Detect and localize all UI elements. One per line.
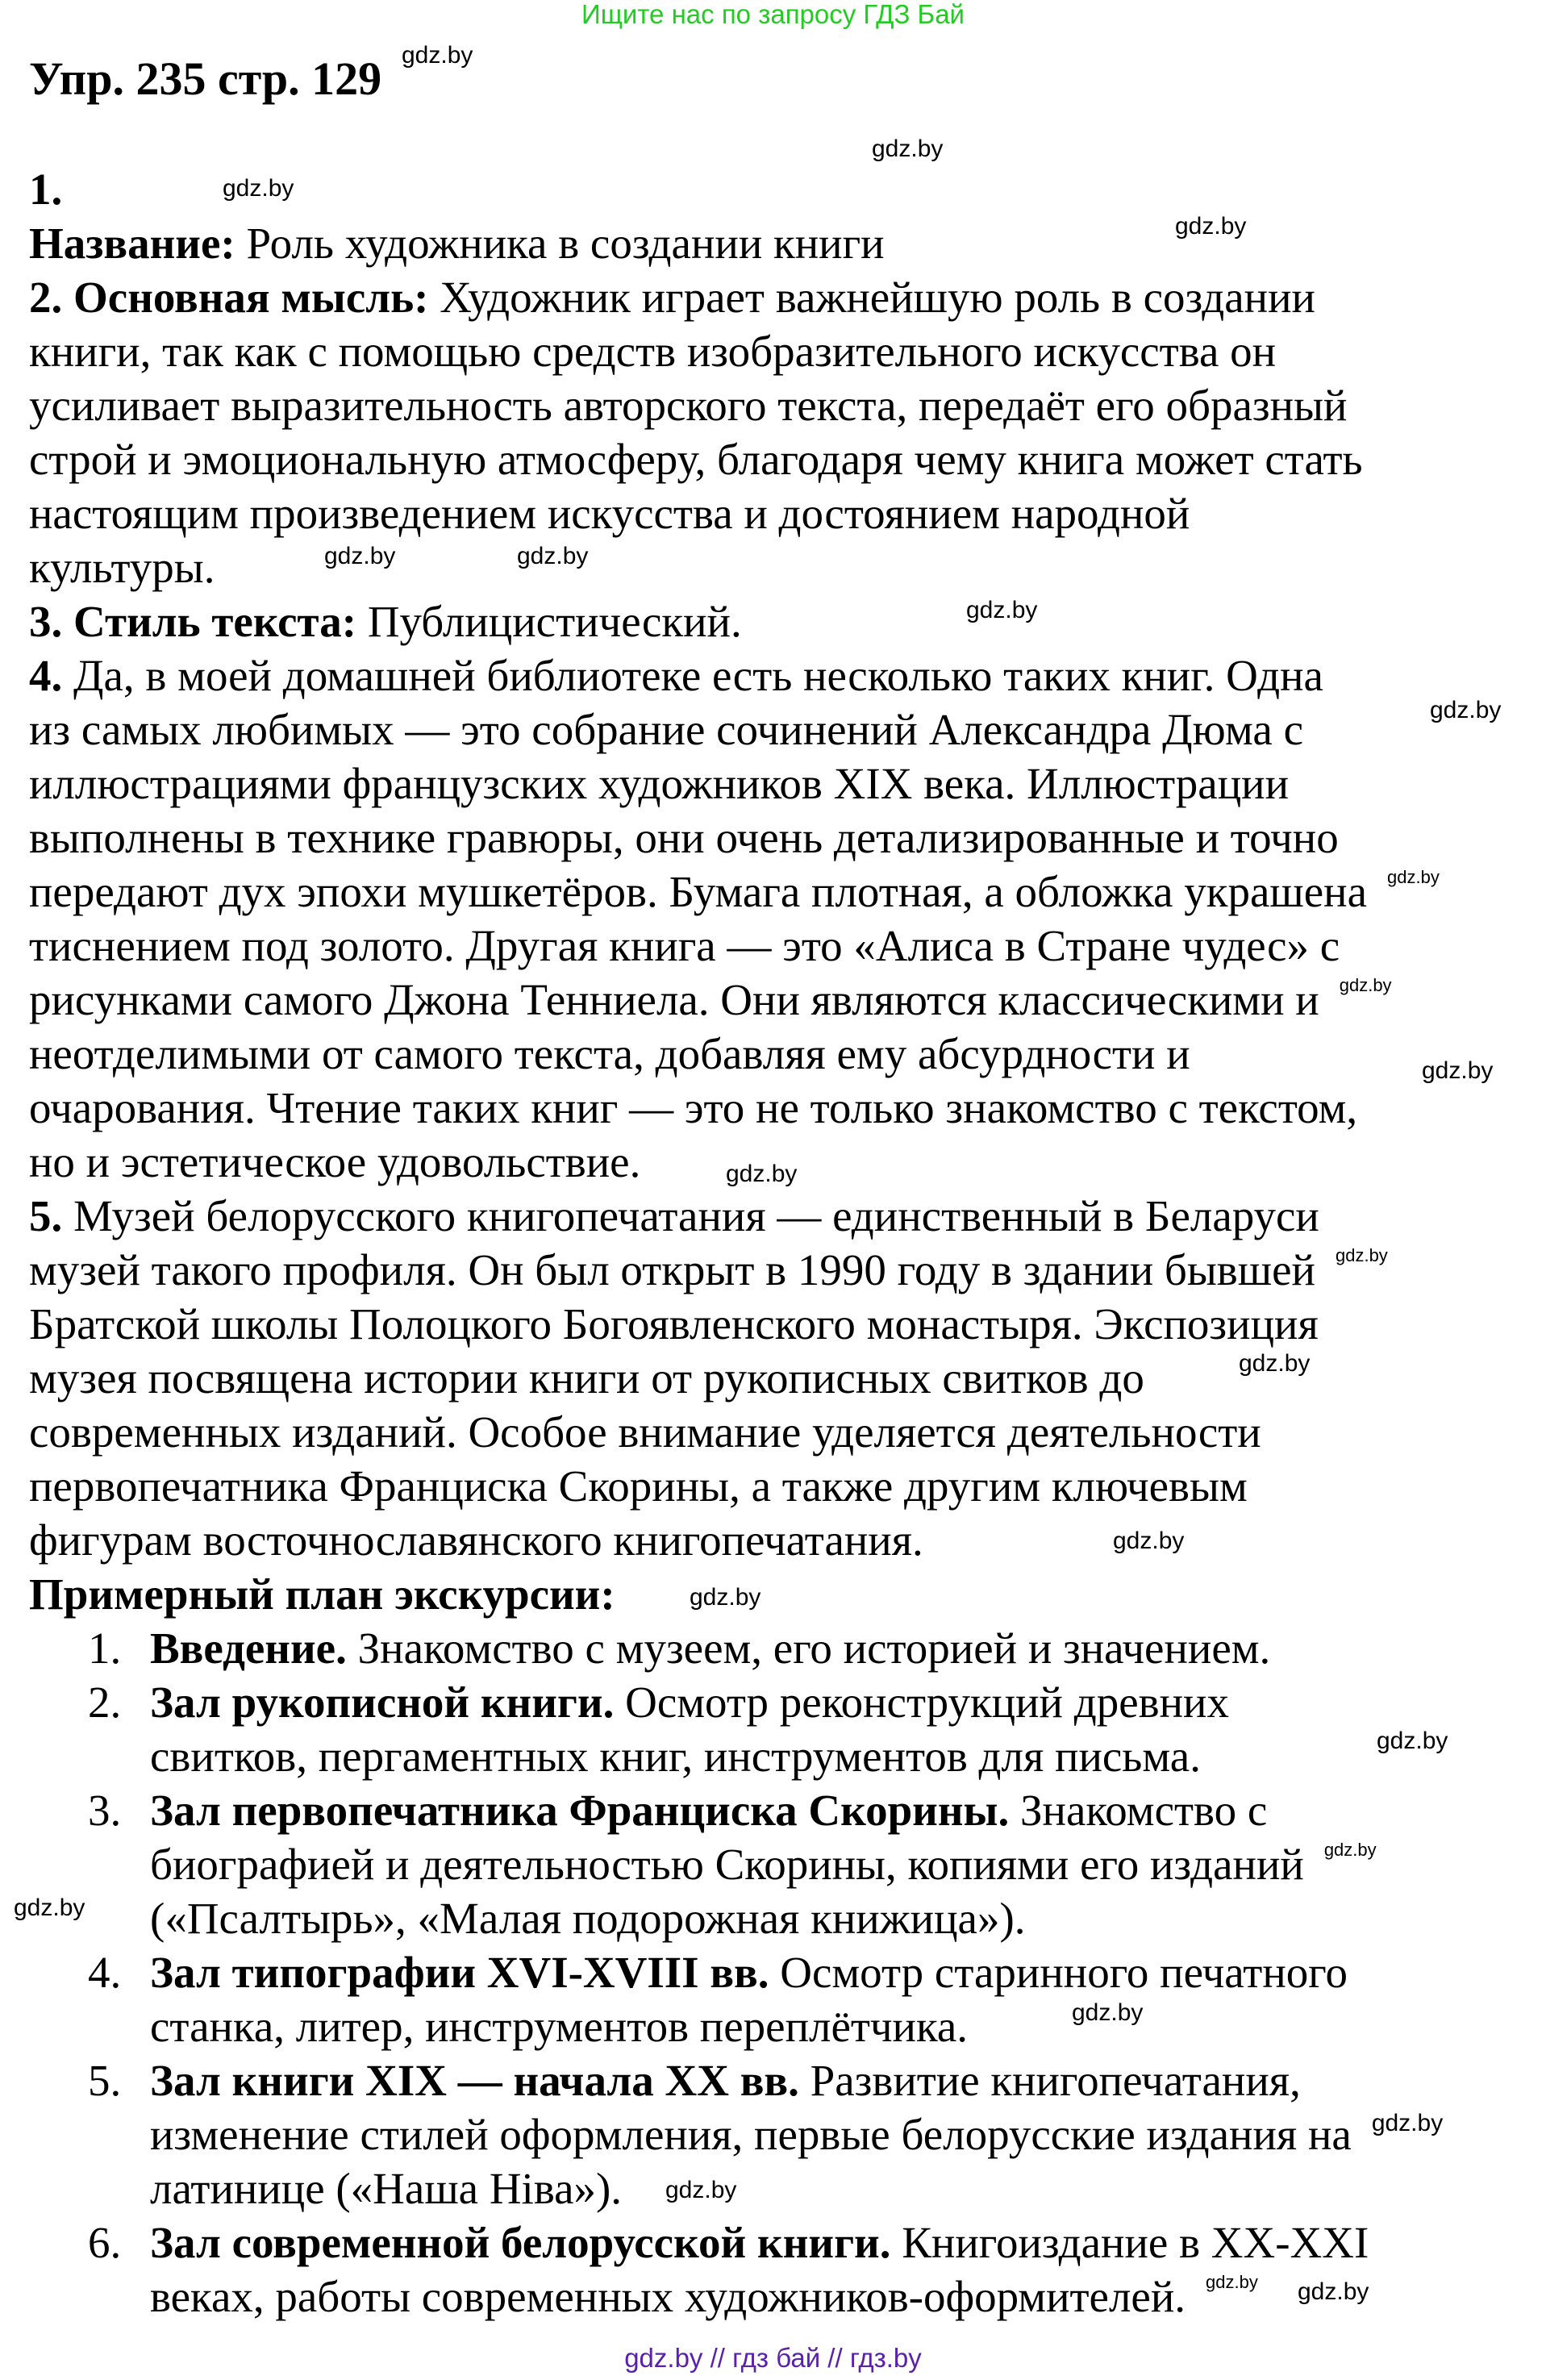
text: современных изданий. Особое внимание уделяется деятельности bbox=[29, 1407, 1261, 1457]
text-line bbox=[29, 1837, 1369, 1891]
plan-item bbox=[29, 1783, 1369, 1945]
text: культуры. bbox=[29, 543, 215, 592]
footer-links[interactable]: gdz.by // гдз бай // гдз.by bbox=[624, 2343, 922, 2373]
plan-item bbox=[29, 1621, 1369, 1675]
bold-text: Примерный план экскурсии: bbox=[29, 1569, 615, 1619]
text-line bbox=[29, 486, 1369, 540]
text-line bbox=[29, 1729, 1369, 1783]
text: («Псалтырь», «Малая подорожная книжица»). bbox=[150, 1894, 1026, 1943]
text-line bbox=[29, 1189, 1369, 1243]
bold-text: Название: bbox=[29, 219, 235, 268]
text: тиснением под золото. Другая книга — это «Алиса в Стране чудес» с bbox=[29, 921, 1340, 970]
text-line bbox=[29, 1351, 1369, 1405]
text: музея посвящена истории книги от рукописных свитков до bbox=[29, 1353, 1144, 1403]
text: Книгоиздание в XX-XXI bbox=[890, 2218, 1369, 2267]
watermark-text: gdz.by bbox=[324, 543, 396, 569]
watermark-text: gdz.by bbox=[1339, 975, 1392, 995]
text: Роль художника в создании книги bbox=[235, 219, 885, 268]
watermark-text: gdz.by bbox=[872, 135, 944, 162]
text-line bbox=[29, 1675, 1369, 1729]
watermark-text: gdz.by bbox=[665, 2177, 737, 2203]
watermark-text: gdz.by bbox=[966, 597, 1038, 623]
text: но и эстетическое удовольствие. bbox=[29, 1137, 641, 1186]
watermark-text: gdz.by bbox=[14, 1894, 85, 1921]
watermark-text: gdz.by bbox=[1323, 1840, 1377, 1860]
text: Публицистический. bbox=[356, 597, 742, 646]
text: строй и эмоциональную атмосферу, благодаря чему книга может стать bbox=[29, 435, 1363, 484]
text-line bbox=[29, 919, 1369, 973]
text: музей такого профиля. Он был открыт в 1990 году в здании бывшей bbox=[29, 1245, 1315, 1294]
bold-text: Зал книги XIX — начала XX вв. bbox=[150, 2056, 799, 2105]
text: Братской школы Полоцкого Богоявленского монастыря. Экспозиция bbox=[29, 1299, 1319, 1348]
watermark-text: gdz.by bbox=[726, 1161, 798, 1187]
watermark-text: gdz.by bbox=[1072, 1999, 1144, 2026]
text: Художник играет важнейшую роль в создании bbox=[428, 273, 1315, 322]
text-line bbox=[29, 1891, 1369, 1945]
bold-text: 4. bbox=[29, 651, 63, 700]
text-line bbox=[29, 1243, 1369, 1297]
plan-item bbox=[29, 1675, 1369, 1783]
text-line bbox=[29, 432, 1369, 486]
page-title: Упр. 235 стр. 129 bbox=[29, 52, 382, 105]
plan-number: 3. bbox=[88, 1786, 122, 1835]
bold-text: 5. bbox=[29, 1191, 63, 1240]
bold-text: Зал рукописной книги. bbox=[150, 1678, 615, 1727]
watermark-text: gdz.by bbox=[517, 543, 589, 569]
watermark-text: gdz.by bbox=[1377, 1728, 1448, 1754]
text: усиливает выразительность авторского текста, передаёт его образный bbox=[29, 381, 1348, 430]
bold-text: 3. Стиль текста: bbox=[29, 597, 357, 646]
watermark-text: gdz.by bbox=[1430, 697, 1502, 723]
text-line bbox=[29, 2107, 1369, 2161]
text: фигурам восточнославянского книгопечатания. bbox=[29, 1515, 923, 1565]
plan-number: 6. bbox=[88, 2218, 122, 2267]
text-line bbox=[29, 213, 1369, 270]
text-line bbox=[29, 1945, 1369, 1999]
text-line bbox=[29, 648, 1369, 702]
bold-text: 2. Основная мысль: bbox=[29, 273, 429, 322]
bold-text: Зал современной белорусской книги. bbox=[150, 2218, 891, 2267]
watermark-text: gdz.by bbox=[1371, 2110, 1444, 2136]
text: свитков, пергаментных книг, инструментов для письма. bbox=[150, 1732, 1201, 1781]
text: выполнены в технике гравюры, они очень детализированные и точно bbox=[29, 813, 1339, 862]
text-line bbox=[29, 2053, 1369, 2107]
text-line bbox=[29, 540, 1369, 594]
text-line bbox=[29, 2215, 1369, 2270]
text-line bbox=[29, 1999, 1369, 2053]
watermark-text: gdz.by bbox=[402, 42, 473, 69]
text: биографией и деятельностью Скорины, копиями его изданий bbox=[150, 1840, 1304, 1889]
text-line bbox=[29, 973, 1369, 1027]
watermark-text: gdz.by bbox=[690, 1584, 761, 1611]
text: станка, литер, инструментов переплётчика. bbox=[150, 2002, 969, 2051]
text: книги, так как с помощью средств изобразительного искусства он bbox=[29, 327, 1277, 376]
bold-text: 1. bbox=[29, 165, 63, 214]
text-line bbox=[29, 702, 1369, 757]
text: иллюстрациями французских художников XIX века. Иллюстрации bbox=[29, 759, 1290, 808]
text: очарования. Чтение таких книг — это не только знакомство с текстом, bbox=[29, 1083, 1358, 1132]
text: Осмотр реконструкций древних bbox=[614, 1678, 1229, 1727]
text-line bbox=[29, 270, 1369, 324]
text: изменение стилей оформления, первые белорусские издания на bbox=[150, 2110, 1352, 2159]
text: Знакомство с bbox=[1009, 1786, 1268, 1835]
text-line bbox=[29, 865, 1369, 919]
document-body bbox=[29, 162, 1369, 2324]
text-line bbox=[29, 1297, 1369, 1351]
text: рисунками самого Джона Тенниела. Они являются классическими и bbox=[29, 975, 1319, 1024]
plan-number: 2. bbox=[88, 1678, 122, 1727]
text-line bbox=[29, 811, 1369, 865]
watermark-text: gdz.by bbox=[1387, 867, 1440, 887]
watermark-text: gdz.by bbox=[1175, 213, 1247, 240]
bold-text: Зал типографии XVI-XVIII вв. bbox=[150, 1948, 769, 1997]
text: Знакомство с музеем, его историей и значением. bbox=[346, 1623, 1271, 1673]
text-line bbox=[29, 1135, 1369, 1189]
plan-item bbox=[29, 2215, 1369, 2324]
text: латинице («Наша Ніва»). bbox=[150, 2164, 623, 2213]
text-line bbox=[29, 378, 1369, 432]
text-line bbox=[29, 757, 1369, 811]
text: неотделимыми от самого текста, добавляя ему абсурдности и bbox=[29, 1029, 1190, 1078]
text: веках, работы современных художников-оформителей. bbox=[150, 2272, 1186, 2321]
watermark-text: gdz.by bbox=[223, 175, 294, 202]
plan-number: 5. bbox=[88, 2056, 122, 2105]
text: настоящим произведением искусства и достоянием народной bbox=[29, 489, 1190, 538]
watermark-text: gdz.by bbox=[1335, 1245, 1388, 1265]
text-line bbox=[29, 1405, 1369, 1459]
watermark-text: gdz.by bbox=[1239, 1350, 1311, 1377]
watermark-text: gdz.by bbox=[1206, 2272, 1258, 2292]
text-line bbox=[29, 1027, 1369, 1081]
text: Осмотр старинного печатного bbox=[769, 1948, 1348, 1997]
text: Да, в моей домашней библиотеке есть несколько таких книг. Одна bbox=[62, 651, 1323, 700]
text: Музей белорусского книгопечатания — единственный в Беларуси bbox=[62, 1191, 1319, 1240]
bold-text: Введение. bbox=[150, 1623, 347, 1673]
text-line bbox=[29, 1783, 1369, 1837]
text: первопечатника Франциска Скорины, а также другим ключевым bbox=[29, 1461, 1248, 1511]
plan-item bbox=[29, 1945, 1369, 2053]
watermark-text: gdz.by bbox=[1422, 1057, 1494, 1084]
plan-number: 1. bbox=[88, 1623, 122, 1673]
bold-text: Зал первопечатника Франциска Скорины. bbox=[150, 1786, 1010, 1835]
text: Развитие книгопечатания, bbox=[798, 2056, 1301, 2105]
text-line bbox=[29, 324, 1369, 378]
text: передают дух эпохи мушкетёров. Бумага плотная, а обложка украшена bbox=[29, 867, 1368, 916]
search-ad-text: Ищите нас по запросу ГДЗ Бай bbox=[581, 0, 965, 29]
plan-number: 4. bbox=[88, 1948, 122, 1997]
text: из самых любимых — это собрание сочинений Александра Дюма с bbox=[29, 705, 1303, 754]
text-line bbox=[29, 1459, 1369, 1513]
text-line bbox=[29, 2270, 1369, 2324]
watermark-text: gdz.by bbox=[1113, 1528, 1185, 1554]
text-line bbox=[29, 1621, 1369, 1675]
text-line bbox=[29, 594, 1369, 648]
watermark-text: gdz.by bbox=[1298, 2278, 1369, 2305]
text-line bbox=[29, 1081, 1369, 1135]
